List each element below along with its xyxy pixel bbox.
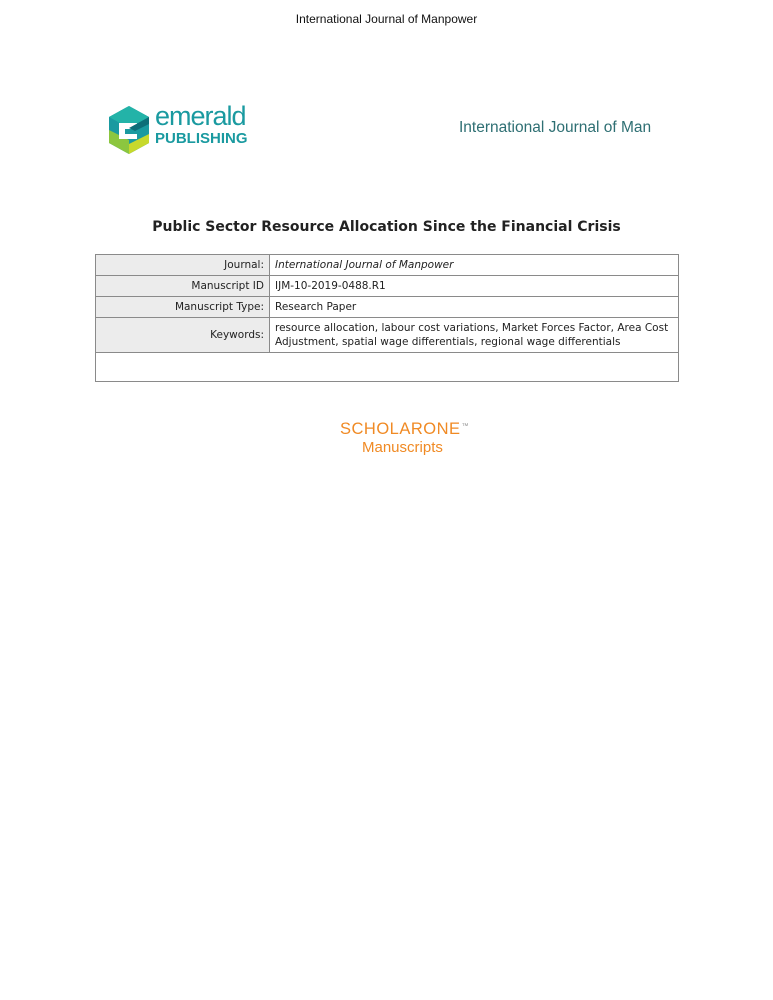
keywords-value: resource allocation, labour cost variations, Market Forces Factor, Area Cost Adjustment, spatial wage differentials, regional wage differentials (270, 318, 679, 353)
running-header: International Journal of Manpower (295, 12, 478, 26)
table-row (96, 255, 679, 276)
scholarone-logo (340, 420, 469, 456)
empty-row (96, 353, 679, 382)
manuscript-id-value: IJM-10-2019-0488.R1 (270, 276, 679, 297)
empty-cell (96, 353, 679, 382)
manuscript-type-value: Research Paper (270, 297, 679, 318)
emerald-hexagon-icon (107, 104, 151, 156)
logo-wordmark: emerald (155, 101, 246, 131)
trademark-symbol: ™ (461, 422, 470, 430)
journal-label: Journal: (96, 255, 270, 276)
table-row (96, 297, 679, 318)
table-row (96, 318, 679, 353)
table-row (96, 276, 679, 297)
journal-value: International Journal of Manpower (270, 255, 679, 276)
logo-tagline: PUBLISHING (155, 130, 248, 147)
manuscript-type-label: Manuscript Type: (96, 297, 270, 318)
emerald-publishing-logo (107, 101, 257, 156)
journal-banner: International Journal of Man (459, 119, 652, 136)
scholarone-wordmark (340, 420, 469, 439)
scholarone-product: Manuscripts (362, 439, 443, 456)
paper-title: Public Sector Resource Allocation Since the Financial Crisis (152, 219, 621, 235)
keywords-label: Keywords: (96, 318, 270, 353)
manuscript-id-label: Manuscript ID (96, 276, 270, 297)
manuscript-metadata-table (95, 254, 679, 382)
scholarone-name: SCHOLARONE (340, 420, 461, 438)
